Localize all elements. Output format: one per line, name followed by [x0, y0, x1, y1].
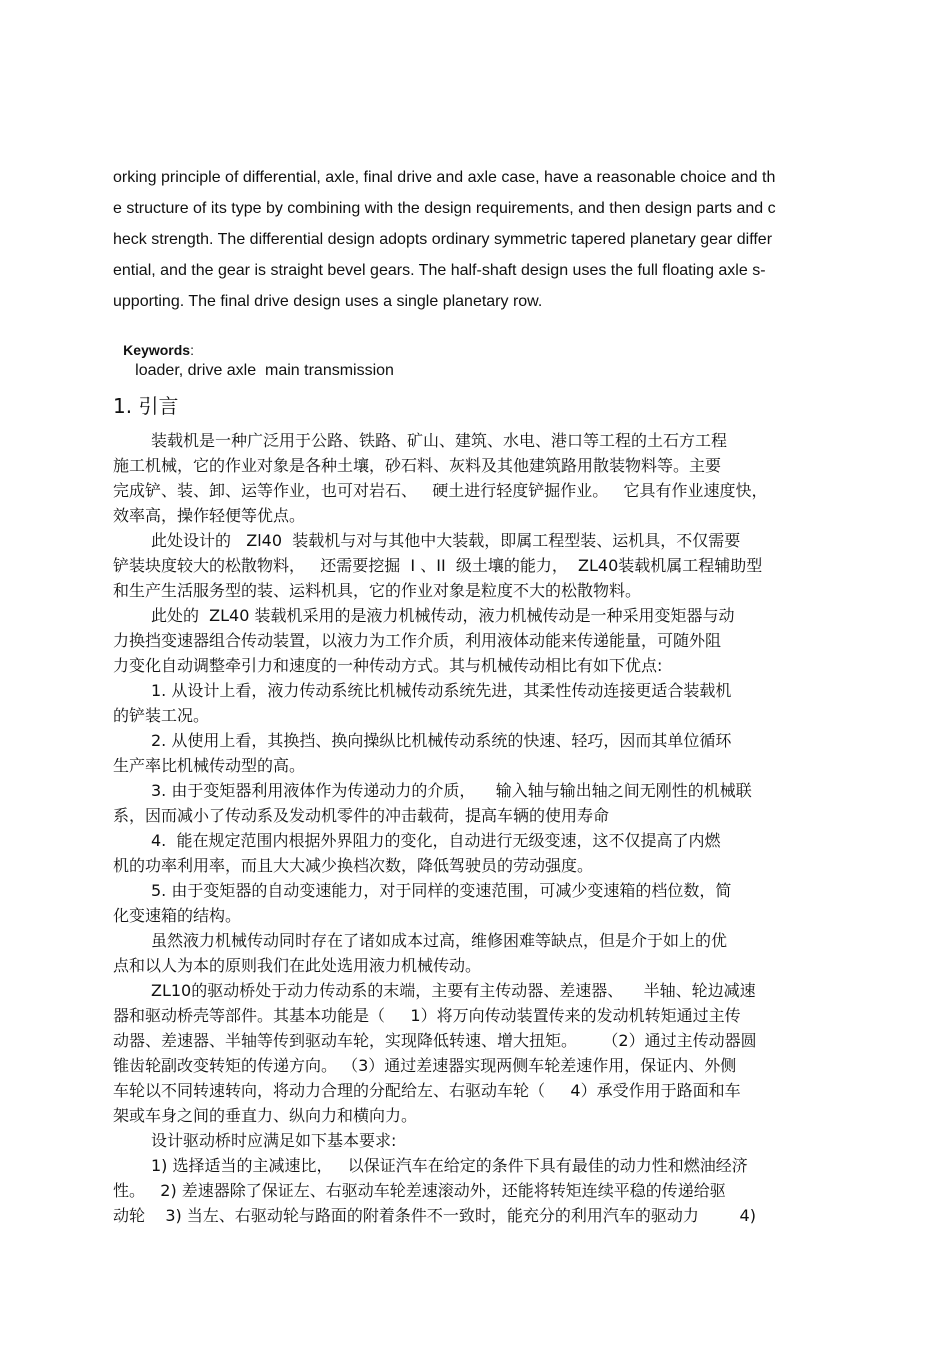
body-line: ZL10的驱动桥处于动力传动系的末端，主要有主传动器、差速器、 半轴、轮边减速: [151, 981, 756, 1000]
abstract-line: ential, and the gear is straight bevel gears. The half-shaft design uses the full floating axle s-: [113, 262, 766, 279]
abstract-line: orking principle of differential, axle, final drive and axle case, have a reasonable choice and th: [113, 169, 776, 186]
abstract-line: upporting. The final drive design uses a single planetary row.: [113, 293, 543, 310]
body-line: 和生产生活服务型的装、运料机具，它的作业对象是粒度不大的松散物料。: [113, 581, 642, 600]
body-line: 锥齿轮副改变转矩的传递方向。 （3）通过差速器实现两侧车轮差速作用，保证内、外侧: [113, 1056, 737, 1075]
body-line: 器和驱动桥壳等部件。其基本功能是（ 1）将万向传动装置传来的发动机转矩通过主传: [113, 1006, 741, 1025]
body-line: 1) 选择适当的主减速比， 以保证汽车在给定的条件下具有最佳的动力性和燃油经济: [151, 1156, 748, 1175]
body-line: 生产率比机械传动型的高。: [113, 756, 306, 775]
body-line: 性。 2) 差速器除了保证左、右驱动车轮差速滚动外，还能将转矩连续平稳的传递给驱: [113, 1181, 726, 1200]
body-line: 完成铲、装、卸、运等作业，也可对岩石、 硬土进行轻度铲掘作业。 它具有作业速度快，: [113, 481, 768, 500]
body-line: 2. 从使用上看，其换挡、换向操纵比机械传动系统的快速、轻巧，因而其单位循环: [151, 731, 732, 750]
body-line: 点和以人为本的原则我们在此处选用液力机械传动。: [113, 956, 482, 975]
keywords-label: Keywords: [123, 342, 191, 358]
keywords-line: [113, 320, 394, 381]
body-line: 架或车身之间的垂直力、纵向力和横向力。: [113, 1106, 418, 1125]
keywords-text: loader, drive axle main transmission: [135, 362, 394, 379]
body-line: 车轮以不同转速转向，将动力合理的分配给左、右驱动车轮（ 4）承受作用于路面和车: [113, 1081, 741, 1100]
body-line: 虽然液力机械传动同时存在了诸如成本过高，维修困难等缺点，但是介于如上的优: [151, 931, 728, 950]
body-line: 装载机是一种广泛用于公路、铁路、矿山、建筑、水电、港口等工程的土石方工程: [151, 431, 728, 450]
body-line: 机的功率利用率，而且大大减少换档次数，降低驾驶员的劳动强度。: [113, 856, 594, 875]
body-line: 3. 由于变矩器利用液体作为传递动力的介质， 输入轴与输出轴之间无刚性的机械联: [151, 781, 752, 800]
abstract-line: e structure of its type by combining with the design requirements, and then design parts and c: [113, 200, 776, 217]
body-line: 铲装块度较大的松散物料， 还需要挖掘 I 、II 级土壤的能力， ZL40装载机属工程辅助型: [113, 556, 763, 575]
body-line: 此处的 ZL40 装载机采用的是液力机械传动，液力机械传动是一种采用变矩器与动: [151, 606, 735, 625]
body-line: 效率高，操作轻便等优点。: [113, 506, 306, 525]
body-line: 1. 从设计上看，液力传动系统比机械传动系统先进，其柔性传动连接更适合装载机: [151, 681, 732, 700]
body-line: 施工机械，它的作业对象是各种土壤，砂石料、灰料及其他建筑路用散装物料等。主要: [113, 456, 722, 475]
keywords-separator: :: [190, 342, 194, 358]
body-line: 的铲装工况。: [113, 706, 210, 725]
body-line: 动器、差速器、半轴等传到驱动车轮，实现降低转速、增大扭矩。 （2）通过主传动器圆: [113, 1031, 757, 1050]
section-heading: 1. 引言: [113, 394, 179, 418]
body-line: 力变化自动调整牵引力和速度的一种传动方式。其与机械传动相比有如下优点:: [113, 656, 663, 675]
body-line: 系，因而减小了传动系及发动机零件的冲击载荷，提高车辆的使用寿命: [113, 806, 610, 825]
body-line: 设计驱动桥时应满足如下基本要求:: [151, 1131, 397, 1150]
body-line: 化变速箱的结构。: [113, 906, 242, 925]
body-line: 4. 能在规定范围内根据外界阻力的变化，自动进行无级变速，这不仅提高了内燃: [151, 831, 721, 850]
body-line: 力换挡变速器组合传动装置，以液力为工作介质，利用液体动能来传递能量，可随外阻: [113, 631, 722, 650]
abstract-line: heck strength. The differential design adopts ordinary symmetric tapered planetary gear differ: [113, 231, 773, 248]
body-line: 此处设计的 Zl40 装载机与对与其他中大装载，即属工程型装、运机具，不仅需要: [151, 531, 741, 550]
body-line: 5. 由于变矩器的自动变速能力，对于同样的变速范围，可减少变速箱的档位数，简: [151, 881, 732, 900]
body-line: 动轮 3) 当左、右驱动轮与路面的附着条件不一致时，能充分的利用汽车的驱动力 4): [113, 1206, 756, 1225]
